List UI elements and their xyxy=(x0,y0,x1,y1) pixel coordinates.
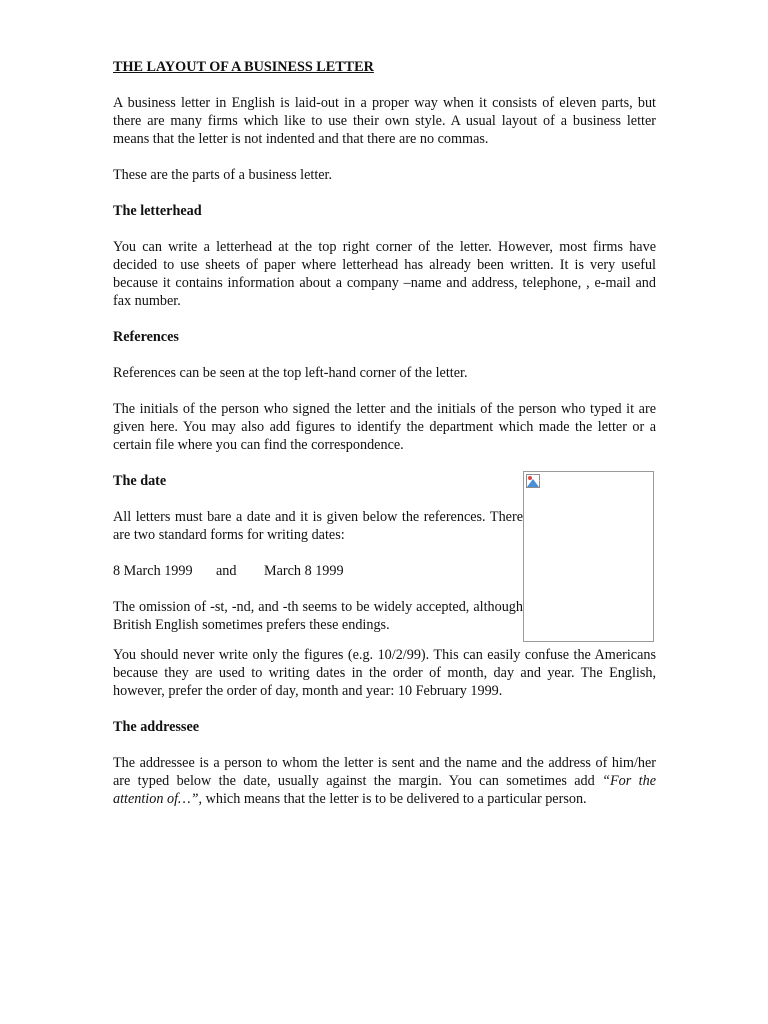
date-paragraph-3: You should never write only the figures (e.g. 10/2/99). This can easily confuse the Americans because they are used to writing dates in the order of month, day and year. The English, however, prefer the order of day, month and year: 10 February 1999. xyxy=(113,647,656,699)
document-page xyxy=(113,58,656,826)
date-example-2: March 8 1999 xyxy=(264,563,344,579)
date-paragraph-2: The omission of -st, -nd, and -th seems to be widely accepted, although British English sometimes prefers these endings. xyxy=(113,599,523,633)
addressee-text-after: , which means that the letter is to be delivered to a particular person. xyxy=(198,791,587,807)
intro-paragraph: A business letter in English is laid-out in a proper way when it consists of eleven parts, but there are many firms which like to use their own style. A usual layout of a business letter means that the letter is not indented and that there are no commas. xyxy=(113,95,656,147)
image-placeholder xyxy=(523,471,654,642)
references-paragraph-2: The initials of the person who signed the letter and the initials of the person who typed it are given here. You may also add figures to identify the department which made the letter or a certain file where you can find the correspondence. xyxy=(113,401,656,453)
broken-image-icon xyxy=(526,474,540,488)
addressee-paragraph xyxy=(113,754,656,808)
addressee-text-before: The addressee is a person to whom the letter is sent and the name and the address of him/her are typed below the date, usually against the margin. You can sometimes add xyxy=(113,755,656,789)
letterhead-paragraph: You can write a letterhead at the top right corner of the letter. However, most firms have decided to use sheets of paper where letterhead has already been written. It is very useful because it contains information about a company –name and address, telephone, , e-mail and fax number. xyxy=(113,239,656,309)
addressee-heading: The addressee xyxy=(113,719,200,735)
references-paragraph-1: References can be seen at the top left-hand corner of the letter. xyxy=(113,365,468,381)
references-heading: References xyxy=(113,329,179,345)
date-example-1: 8 March 1999 xyxy=(113,563,193,579)
document-title: THE LAYOUT OF A BUSINESS LETTER xyxy=(113,59,374,75)
date-paragraph-1: All letters must bare a date and it is given below the references. There are two standard forms for writing dates: xyxy=(113,509,523,543)
addressee-text-italic: “For the attention of…” xyxy=(113,773,656,807)
parts-intro-paragraph: These are the parts of a business letter. xyxy=(113,167,333,183)
date-heading: The date xyxy=(113,473,167,489)
date-example-and: and xyxy=(216,563,237,579)
letterhead-heading: The letterhead xyxy=(113,203,202,219)
